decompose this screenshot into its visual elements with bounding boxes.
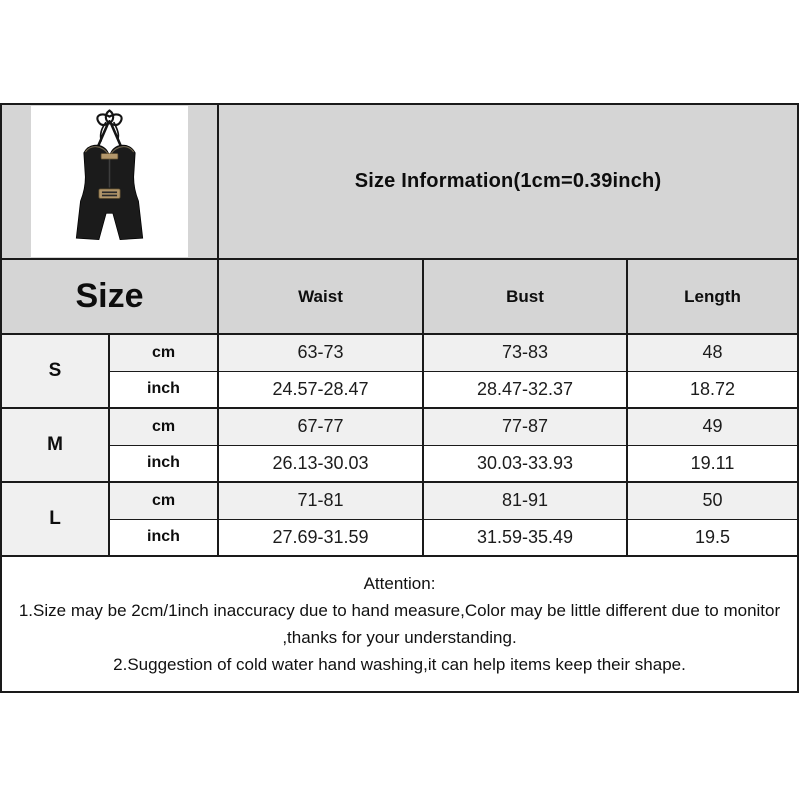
column-header-bust: Bust bbox=[423, 259, 627, 334]
attention-note-1: 1.Size may be 2cm/1inch inaccuracy due to hand measure,Color may be little different due to monitor ,thanks for your understanding. bbox=[18, 601, 781, 647]
size-label-m: M bbox=[1, 408, 109, 482]
chest-buckle-icon bbox=[101, 154, 118, 159]
table-row-m-inch bbox=[1, 445, 798, 482]
table-row-l-cm bbox=[1, 482, 798, 519]
bust-value: 81-91 bbox=[423, 482, 627, 519]
waist-value: 67-77 bbox=[218, 408, 423, 445]
attention-block bbox=[1, 556, 798, 692]
waist-value: 71-81 bbox=[218, 482, 423, 519]
bust-value: 31.59-35.49 bbox=[423, 519, 627, 556]
length-value: 18.72 bbox=[627, 371, 798, 408]
waist-buckle-icon bbox=[99, 189, 120, 198]
table-row-s-cm bbox=[1, 334, 798, 371]
bust-value: 30.03-33.93 bbox=[423, 445, 627, 482]
romper-illustration bbox=[31, 106, 188, 257]
length-value: 19.11 bbox=[627, 445, 798, 482]
header-row bbox=[1, 259, 798, 334]
table-row-s-inch bbox=[1, 371, 798, 408]
column-header-waist: Waist bbox=[218, 259, 423, 334]
length-value: 50 bbox=[627, 482, 798, 519]
bust-value: 77-87 bbox=[423, 408, 627, 445]
product-photo-cell bbox=[1, 104, 218, 259]
column-header-length: Length bbox=[627, 259, 798, 334]
bust-value: 73-83 bbox=[423, 334, 627, 371]
unit-label: inch bbox=[109, 445, 218, 482]
unit-label: cm bbox=[109, 334, 218, 371]
waist-value: 27.69-31.59 bbox=[218, 519, 423, 556]
size-column-header: Size bbox=[1, 259, 218, 334]
halter-tie-icon bbox=[96, 111, 123, 152]
unit-label: cm bbox=[109, 408, 218, 445]
size-label-s: S bbox=[1, 334, 109, 408]
waist-value: 63-73 bbox=[218, 334, 423, 371]
sheet-title: Size Information(1cm=0.39inch) bbox=[218, 104, 798, 259]
attention-row bbox=[1, 556, 798, 692]
attention-note-2: 2.Suggestion of cold water hand washing,it can help items keep their shape. bbox=[113, 655, 686, 674]
waist-value: 26.13-30.03 bbox=[218, 445, 423, 482]
size-label-l: L bbox=[1, 482, 109, 556]
waist-value: 24.57-28.47 bbox=[218, 371, 423, 408]
length-value: 48 bbox=[627, 334, 798, 371]
product-photo bbox=[31, 106, 188, 257]
size-chart-table bbox=[0, 103, 799, 693]
unit-label: inch bbox=[109, 371, 218, 408]
table-row-m-cm bbox=[1, 408, 798, 445]
top-row bbox=[1, 104, 798, 259]
length-value: 49 bbox=[627, 408, 798, 445]
table-row-l-inch bbox=[1, 519, 798, 556]
attention-heading: Attention: bbox=[363, 574, 436, 593]
unit-label: inch bbox=[109, 519, 218, 556]
bust-value: 28.47-32.37 bbox=[423, 371, 627, 408]
length-value: 19.5 bbox=[627, 519, 798, 556]
unit-label: cm bbox=[109, 482, 218, 519]
